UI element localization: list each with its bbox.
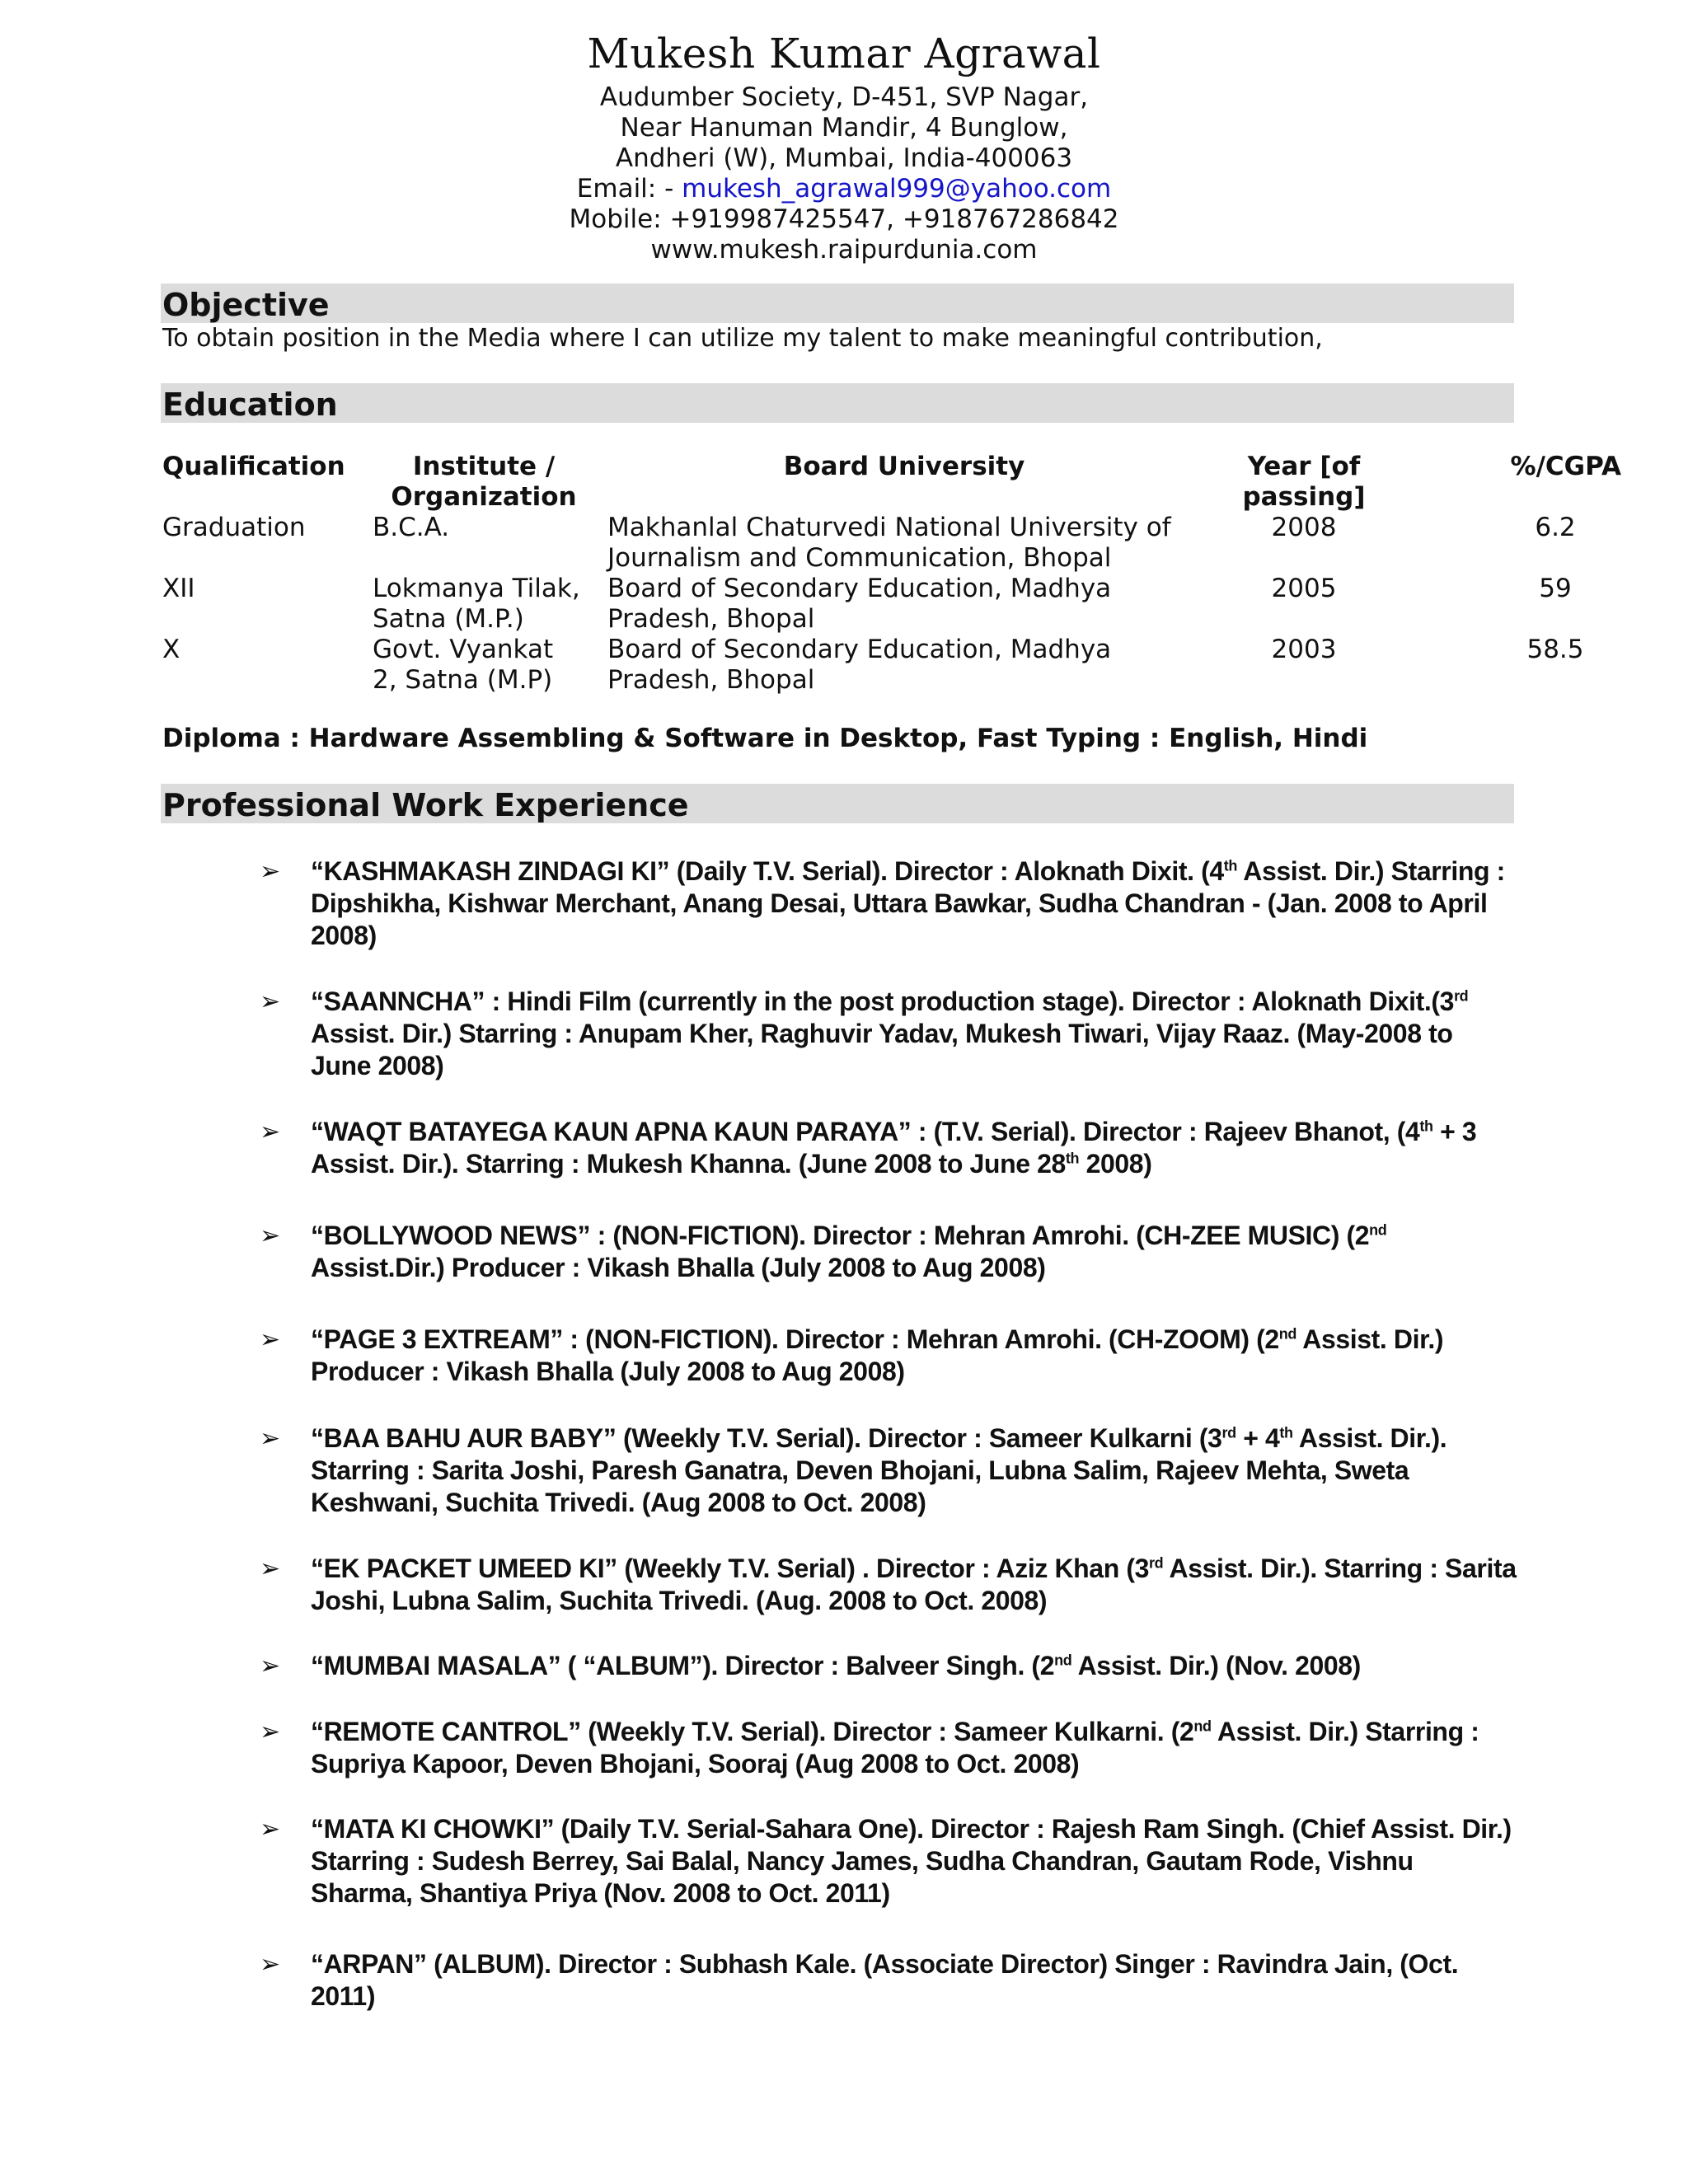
experience-entry: “ARPAN” (ALBUM). Director : Subhash Kale. (Associate Director) Singer : Ravindra Jain, (Oct. 2011) <box>311 1949 1459 2011</box>
cell-cgpa: 6.2 <box>1535 513 1576 542</box>
arrow-bullet-icon: ➢ <box>260 1718 281 1746</box>
arrow-bullet-icon: ➢ <box>260 1652 281 1680</box>
cell-cgpa: 58.5 <box>1526 635 1584 664</box>
arrow-bullet-icon: ➢ <box>260 1221 281 1250</box>
cell-qualification: Graduation <box>162 513 306 542</box>
education-section-bar <box>161 383 1514 423</box>
cell-qualification: XII <box>162 574 195 603</box>
experience-entry: “MATA KI CHOWKI” (Daily T.V. Serial-Sahara One). Director : Rajesh Ram Singh. (Chief Assist. Dir.) Starring : Sudesh Berrey, Sai Balal, Nancy James, Sudha Chandran, Gautam Rode, Vishnu Sharma, Shantiya Priya (Nov. 2008 to Oct. 2011) <box>311 1814 1512 1908</box>
experience-entry: “BAA BAHU AUR BABY” (Weekly T.V. Serial). Director : Sameer Kulkarni (3rd + 4th Assist. Dir.). Starring : Sarita Joshi, Paresh Ganatra, Deven Bhojani, Lubna Salim, Rajeev Mehta, Sweta Keshwani, Suchita Trivedi. (Aug 2008 to Oct. 2008) <box>311 1423 1447 1517</box>
cell-cgpa: 59 <box>1539 574 1572 603</box>
website-line: www.mukesh.raipurdunia.com <box>650 235 1038 265</box>
cell-board-line2: Pradesh, Bhopal <box>607 665 815 695</box>
experience-entry: “WAQT BATAYEGA KAUN APNA KAUN PARAYA” : (T.V. Serial). Director : Rajeev Bhanot, (4th + 3 Assist. Dir.). Starring : Mukesh Khanna. (June 2008 to June 28th 2008) <box>311 1117 1477 1179</box>
applicant-name: Mukesh Kumar Agrawal <box>587 30 1101 77</box>
cell-year: 2005 <box>1271 574 1337 603</box>
cell-qualification: X <box>162 635 181 664</box>
cell-board <box>607 513 1201 574</box>
objective-heading: Objective <box>162 287 330 323</box>
cell-institute <box>373 635 595 696</box>
cell-board-line2: Journalism and Communication, Bhopal <box>607 543 1112 573</box>
cell-board-line1: Board of Secondary Education, Madhya <box>607 635 1112 664</box>
experience-entry: “EK PACKET UMEED KI” (Weekly T.V. Serial) . Director : Aziz Khan (3rd Assist. Dir.). Starring : Sarita Joshi, Lubna Salim, Suchita Trivedi. (Aug. 2008 to Oct. 2008) <box>311 1554 1517 1615</box>
cell-board <box>607 635 1201 696</box>
email-link[interactable]: mukesh_agrawal999@yahoo.com <box>682 174 1112 204</box>
column-header-cgpa: %/CGPA <box>1510 452 1621 481</box>
objective-text: To obtain position in the Media where I can utilize my talent to make meaningful contribution, <box>162 324 1323 353</box>
arrow-bullet-icon: ➢ <box>260 1325 281 1354</box>
experience-entry: “MUMBAI MASALA” ( “ALBUM”). Director : Balveer Singh. (2nd Assist. Dir.) (Nov. 2008) <box>311 1651 1361 1680</box>
address-line-2: Near Hanuman Mandir, 4 Bunglow, <box>620 113 1068 143</box>
cell-board <box>607 574 1201 635</box>
cell-institute-line1: B.C.A. <box>373 513 450 542</box>
column-header-qualification: Qualification <box>162 452 345 481</box>
column-header-institute-line1: Institute / <box>412 452 556 481</box>
cell-board-line1: Board of Secondary Education, Madhya <box>607 574 1112 603</box>
cell-institute-line1: Lokmanya Tilak, <box>373 574 580 603</box>
cell-institute-line2: Satna (M.P.) <box>373 604 524 634</box>
arrow-bullet-icon: ➢ <box>260 1424 281 1453</box>
column-header-board: Board University <box>783 452 1025 481</box>
cell-institute <box>373 574 595 635</box>
cell-year: 2003 <box>1271 635 1337 664</box>
column-header-year-line2: passing] <box>1242 482 1366 512</box>
address-line-1: Audumber Society, D-451, SVP Nagar, <box>599 82 1089 112</box>
cell-board-line1: Makhanlal Chaturvedi National University of <box>607 513 1171 542</box>
experience-entry: “REMOTE CANTROL” (Weekly T.V. Serial). Director : Sameer Kulkarni. (2nd Assist. Dir.) Starring : Supriya Kapoor, Deven Bhojani, Sooraj (Aug 2008 to Oct. 2008) <box>311 1717 1479 1779</box>
arrow-bullet-icon: ➢ <box>260 1815 281 1844</box>
arrow-bullet-icon: ➢ <box>260 1950 281 1979</box>
experience-entry: “BOLLYWOOD NEWS” : (NON-FICTION). Director : Mehran Amrohi. (CH-ZEE MUSIC) (2nd Assist.Dir.) Producer : Vikash Bhalla (July 2008 to Aug 2008) <box>311 1221 1387 1282</box>
cell-year: 2008 <box>1271 513 1337 542</box>
diploma-line: Diploma : Hardware Assembling & Software in Desktop, Fast Typing : English, Hindi <box>162 724 1368 753</box>
objective-section-bar <box>161 284 1514 323</box>
arrow-bullet-icon: ➢ <box>260 1118 281 1146</box>
mobile-line: Mobile: +919987425547, +918767286842 <box>569 204 1119 234</box>
arrow-bullet-icon: ➢ <box>260 1554 281 1583</box>
arrow-bullet-icon: ➢ <box>260 987 281 1016</box>
email-label: Email: - <box>576 174 674 204</box>
cell-institute-line2: 2, Satna (M.P) <box>373 665 553 695</box>
column-header-year-line1: Year [of <box>1247 452 1361 481</box>
email-line <box>0 174 1688 204</box>
cell-institute-line1: Govt. Vyankat <box>373 635 554 664</box>
address-line-3: Andheri (W), Mumbai, India-400063 <box>615 143 1073 173</box>
experience-heading: Professional Work Experience <box>162 787 689 823</box>
experience-entry: “SAANNCHA” : Hindi Film (currently in the post production stage). Director : Aloknath Dixit.(3rd Assist. Dir.) Starring : Anupam Kher, Raghuvir Yadav, Mukesh Tiwari, Vijay Raaz. (May-2008 to June 2008) <box>311 987 1469 1080</box>
education-heading: Education <box>162 387 338 423</box>
cell-board-line2: Pradesh, Bhopal <box>607 604 815 634</box>
column-header-institute <box>373 452 595 513</box>
cell-institute <box>373 513 595 543</box>
column-header-institute-line2: Organization <box>391 482 577 512</box>
resume-header <box>0 25 1688 265</box>
experience-entry: “KASHMAKASH ZINDAGI KI” (Daily T.V. Serial). Director : Aloknath Dixit. (4th Assist. Dir.) Starring : Dipshikha, Kishwar Merchant, Anang Desai, Uttara Bawkar, Sudha Chandran - (Jan. 2008 to April 2008) <box>311 856 1505 950</box>
column-header-year <box>1226 452 1382 513</box>
arrow-bullet-icon: ➢ <box>260 857 281 886</box>
experience-entry: “PAGE 3 EXTREAM” : (NON-FICTION). Director : Mehran Amrohi. (CH-ZOOM) (2nd Assist. Dir.) Producer : Vikash Bhalla (July 2008 to Aug 2008) <box>311 1324 1444 1386</box>
